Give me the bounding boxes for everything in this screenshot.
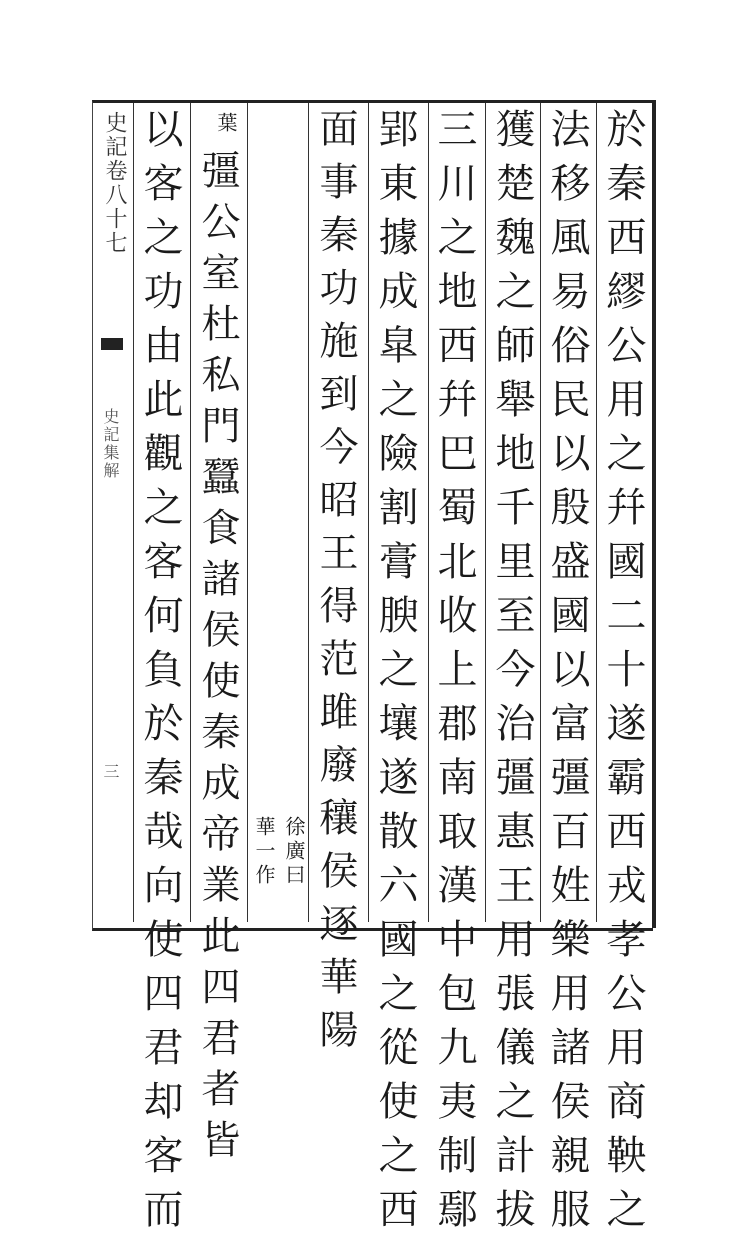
- page-number: 三: [101, 763, 120, 781]
- note-line-1: 徐廣曰: [282, 816, 306, 888]
- column-rule: [596, 103, 597, 922]
- outer-right-border: [652, 100, 656, 928]
- column-rule: [308, 103, 309, 922]
- text-column-6: 面事秦功施到今昭王得范雎廢穰侯逐華陽: [313, 108, 358, 1062]
- margin-strip: [93, 103, 133, 922]
- text-column-5: 郢東據成皐之險割膏腴之壤遂散六國之從使之西: [372, 108, 418, 1242]
- margin-middle-label: 史記集解: [101, 408, 120, 480]
- text-column-7: 彊公室杜私門蠶食諸侯使秦成帝業此四君者皆: [195, 150, 240, 1170]
- column-7-head-note: 葉: [214, 112, 238, 136]
- column-rule: [540, 103, 541, 922]
- fishtail-mark: [101, 338, 123, 350]
- margin-top-label: 史記卷八十七: [102, 111, 127, 255]
- column-rule: [190, 103, 191, 922]
- column-rule: [368, 103, 369, 922]
- column-rule: [247, 103, 248, 922]
- text-column-2: 法移風易俗民以殷盛國以富彊百姓樂用諸侯親服: [544, 108, 590, 1242]
- note-line-2: 華一作: [252, 816, 276, 888]
- text-column-3: 獲楚魏之師舉地千里至今治彊惠王用張儀之計拔: [489, 108, 535, 1242]
- column-rule: [133, 103, 134, 922]
- text-column-1: 於秦西繆公用之幷國二十遂霸西戎孝公用商鞅之: [600, 108, 646, 1242]
- text-column-8: 以客之功由此觀之客何負於秦哉向使四君却客而: [137, 108, 183, 1242]
- column-rule: [485, 103, 486, 922]
- text-column-4: 三川之地西幷巴蜀北收上郡南取漢中包九夷制鄢: [431, 108, 477, 1242]
